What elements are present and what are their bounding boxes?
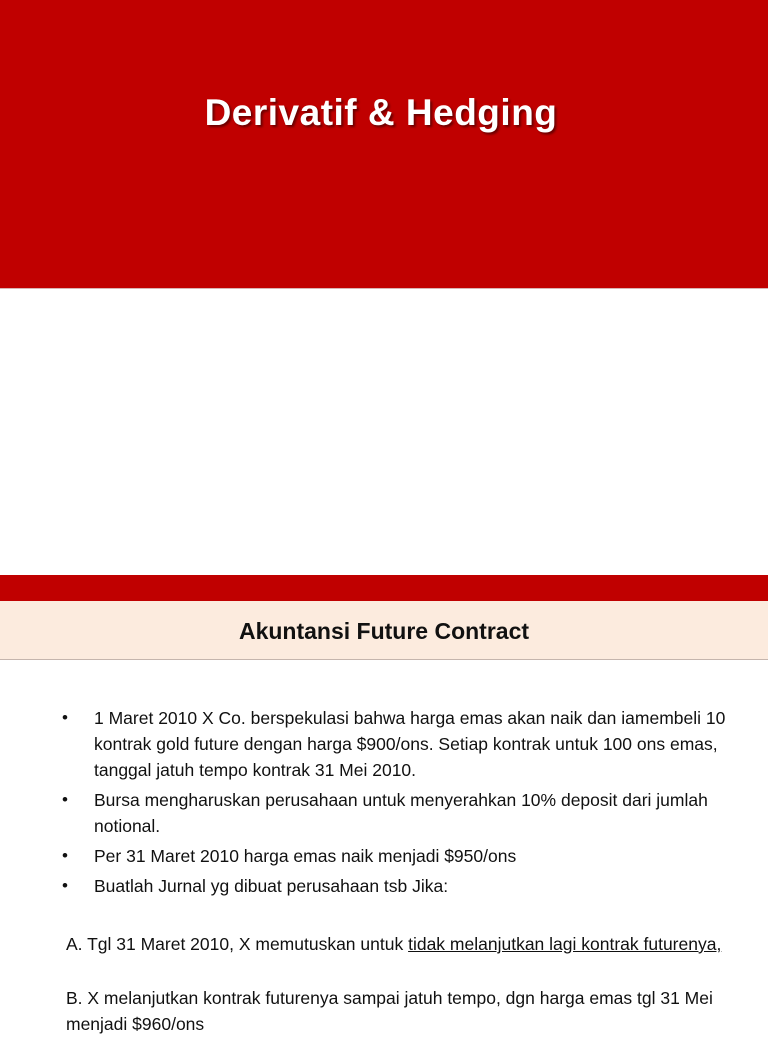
bullet-dot: • [62,876,68,895]
bullet-dot: • [62,790,68,809]
slide-title: Derivatif & Hedging [204,92,558,133]
content-slide [0,575,768,1034]
option-a-underlined: tidak melanjutkan lagi kontrak futurenya, [408,934,722,954]
bullet-dot: • [62,708,68,727]
option-b: B. X melanjutkan kontrak futurenya sampai jatuh tempo, dgn harga emas tgl 31 Mei menjadi $960/ons [66,988,713,1034]
slide-header: Akuntansi Future Contract [238,618,530,644]
bullet-text: Buatlah Jurnal yg dibuat perusahaan tsb Jika: [94,876,449,896]
bullet-text: Bursa mengharuskan perusahaan untuk menyerahkan 10% deposit dari jumlah notional. [94,790,708,836]
bullet-text: Per 31 Maret 2010 harga emas naik menjadi $950/ons [94,846,517,866]
list-item [62,787,742,839]
bullet-text: 1 Maret 2010 X Co. berspekulasi bahwa harga emas akan naik dan iamembeli 10 kontrak gold future dengan harga $900/ons. Setiap kontrak untuk 100 ons emas, tanggal jatuh tempo kontrak 31 Mei 2010. [94,708,726,780]
list-item [62,873,742,899]
list-item [62,705,742,783]
bullet-dot: • [62,846,68,865]
option-a [66,931,746,957]
option-a-prefix: A. Tgl 31 Maret 2010, X memutuskan untuk [66,934,409,954]
bullet-list [62,705,742,903]
top-red-strip [0,575,768,601]
list-item [62,843,742,869]
header-band [0,601,768,660]
title-band [0,0,768,289]
